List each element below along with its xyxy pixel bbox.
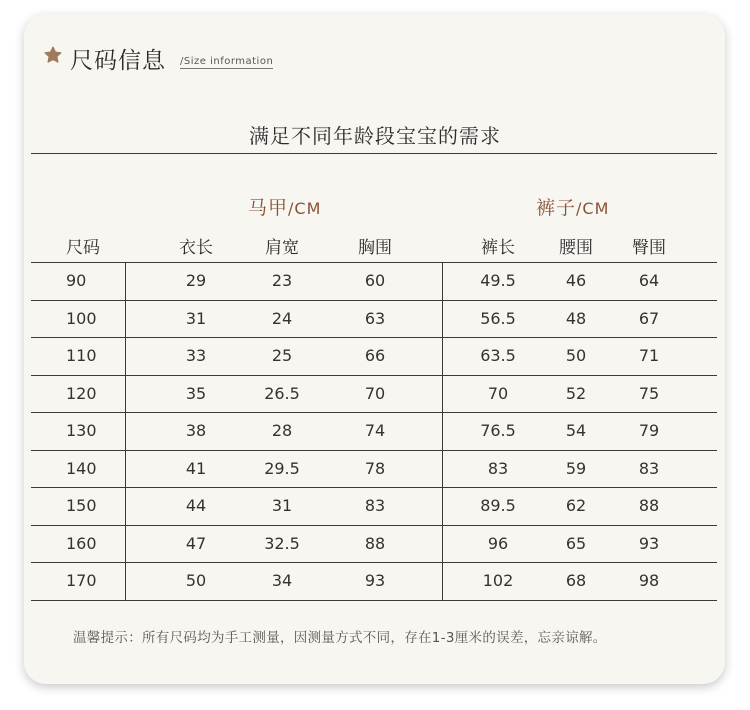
size-cell: 110 [66, 346, 97, 365]
col-head-size: 尺码 [66, 238, 100, 258]
table-heading: 满足不同年龄段宝宝的需求 [249, 124, 501, 148]
measurement-cell: 70 [487, 384, 509, 403]
tip-note: 温馨提示：所有尺码均为手工测量，因测量方式不同，存在1-3厘米的误差，忘亲谅解。 [73, 630, 607, 646]
measurement-cell: 83 [487, 459, 509, 478]
measurement-cell: 49.5 [480, 271, 516, 290]
measurement-cell: 50 [565, 346, 587, 365]
table-row-line [31, 487, 717, 488]
table-row-line [31, 337, 717, 338]
measurement-cell: 29 [185, 271, 207, 290]
measurement-cell: 93 [638, 534, 660, 553]
measurement-cell: 66 [364, 346, 386, 365]
size-cell: 130 [66, 421, 97, 440]
measurement-cell: 83 [638, 459, 660, 478]
measurement-cell: 68 [565, 571, 587, 590]
measurement-cell: 78 [364, 459, 386, 478]
size-cell: 140 [66, 459, 97, 478]
measurement-cell: 89.5 [480, 496, 516, 515]
measurement-cell: 48 [565, 309, 587, 328]
col-head-hip: 臀围 [632, 238, 666, 258]
size-cell: 170 [66, 571, 97, 590]
vest-group-label [248, 193, 321, 220]
measurement-cell: 67 [638, 309, 660, 328]
section-title: 尺码信息 [70, 48, 166, 74]
measurement-cell: 63.5 [480, 346, 516, 365]
measurement-cell: 26.5 [264, 384, 300, 403]
section-subtitle: /Size information [180, 56, 274, 67]
measurement-cell: 102 [482, 571, 514, 590]
measurement-cell: 76.5 [480, 421, 516, 440]
table-row-line [31, 300, 717, 301]
col-head-waist: 腰围 [559, 238, 593, 258]
table-row-line [31, 600, 717, 601]
table-row-line [31, 262, 717, 263]
measurement-cell: 98 [638, 571, 660, 590]
col-head-chest: 胸围 [358, 238, 392, 258]
measurement-cell: 71 [638, 346, 660, 365]
size-cell: 90 [66, 271, 87, 290]
measurement-cell: 41 [185, 459, 207, 478]
measurement-cell: 75 [638, 384, 660, 403]
pants-group-unit: /CM [576, 199, 610, 218]
measurement-cell: 31 [185, 309, 207, 328]
measurement-cell: 63 [364, 309, 386, 328]
measurement-cell: 29.5 [264, 459, 300, 478]
table-row-line [31, 412, 717, 413]
col-head-vest-length: 衣长 [179, 238, 213, 258]
measurement-cell: 25 [271, 346, 293, 365]
table-row-line [31, 525, 717, 526]
measurement-cell: 88 [364, 534, 386, 553]
table-row-line [31, 450, 717, 451]
table-row-line [31, 562, 717, 563]
measurement-cell: 65 [565, 534, 587, 553]
measurement-cell: 60 [364, 271, 386, 290]
size-cell: 150 [66, 496, 97, 515]
measurement-cell: 47 [185, 534, 207, 553]
measurement-cell: 83 [364, 496, 386, 515]
vest-group-name: 马甲 [248, 197, 289, 219]
size-cell: 100 [66, 309, 97, 328]
measurement-cell: 70 [364, 384, 386, 403]
measurement-cell: 44 [185, 496, 207, 515]
measurement-cell: 93 [364, 571, 386, 590]
heading-divider [31, 153, 717, 154]
measurement-cell: 46 [565, 271, 587, 290]
measurement-cell: 79 [638, 421, 660, 440]
measurement-cell: 32.5 [264, 534, 300, 553]
measurement-cell: 59 [565, 459, 587, 478]
measurement-cell: 52 [565, 384, 587, 403]
measurement-cell: 56.5 [480, 309, 516, 328]
size-cell: 120 [66, 384, 97, 403]
table-row-line [31, 375, 717, 376]
size-cell: 160 [66, 534, 97, 553]
col-head-pants-length: 裤长 [481, 238, 515, 258]
measurement-cell: 35 [185, 384, 207, 403]
col-head-shoulder: 肩宽 [265, 238, 299, 258]
measurement-cell: 54 [565, 421, 587, 440]
measurement-cell: 24 [271, 309, 293, 328]
measurement-cell: 31 [271, 496, 293, 515]
measurement-cell: 38 [185, 421, 207, 440]
measurement-cell: 34 [271, 571, 293, 590]
table-divider-middle [442, 262, 443, 600]
star-icon [43, 45, 63, 65]
measurement-cell: 33 [185, 346, 207, 365]
pants-group-label [536, 193, 609, 220]
measurement-cell: 62 [565, 496, 587, 515]
measurement-cell: 64 [638, 271, 660, 290]
measurement-cell: 96 [487, 534, 509, 553]
measurement-cell: 88 [638, 496, 660, 515]
vest-group-unit: /CM [288, 199, 322, 218]
pants-group-name: 裤子 [536, 197, 577, 219]
measurement-cell: 28 [271, 421, 293, 440]
measurement-cell: 23 [271, 271, 293, 290]
measurement-cell: 50 [185, 571, 207, 590]
measurement-cell: 74 [364, 421, 386, 440]
